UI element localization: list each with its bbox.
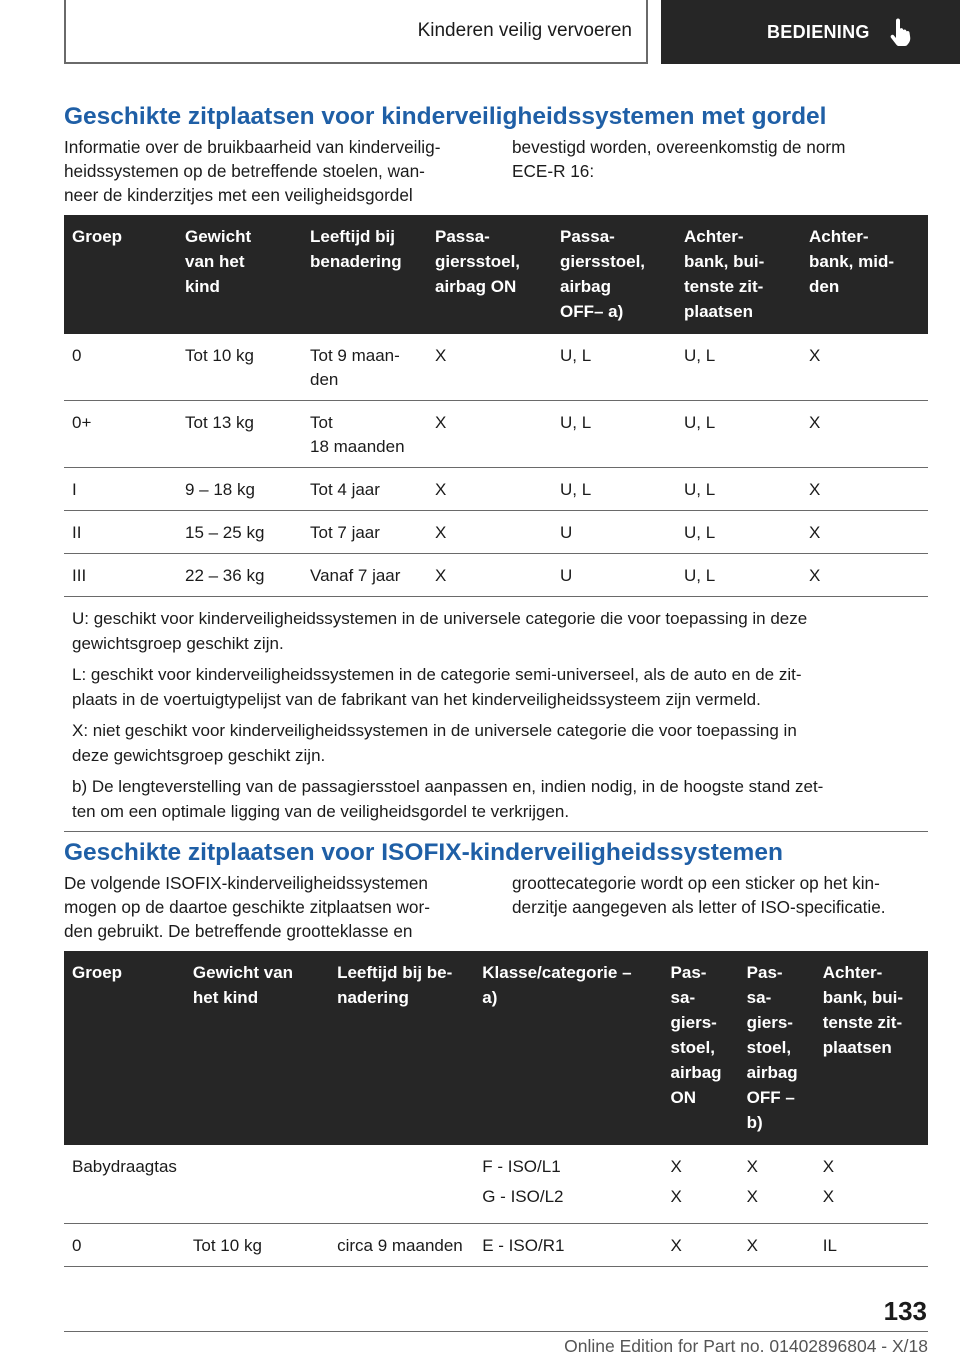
cell-line: den xyxy=(310,370,339,389)
header-line: Leeftijd bij xyxy=(310,227,395,246)
text-line: ECE-R 16: xyxy=(512,161,595,181)
table-cell xyxy=(64,468,177,511)
table-cell xyxy=(739,1224,815,1267)
cell-line: X xyxy=(809,566,821,585)
isofix-table xyxy=(64,951,928,1267)
cell-line: U xyxy=(560,566,573,585)
cell-line: Vanaf 7 jaar xyxy=(310,566,401,585)
cell-line: F - ISO/L1 xyxy=(482,1157,561,1176)
footer-edition-text: Online Edition for Part no. 01402896804 - X/18 xyxy=(564,1336,928,1356)
header-line: Pas- xyxy=(670,963,707,982)
intro-text-left xyxy=(64,871,484,943)
column-header xyxy=(177,215,302,334)
table-cell xyxy=(801,334,928,401)
table-cell xyxy=(185,1145,329,1224)
text-line: mogen op de daartoe geschikte zitplaatsen wor- xyxy=(64,897,430,917)
note-line: deze gewichtsgroep geschikt zijn. xyxy=(72,746,326,765)
table-cell xyxy=(474,1145,662,1224)
table-cell xyxy=(302,554,427,597)
table-cell xyxy=(64,511,177,554)
table-row xyxy=(64,334,928,401)
column-header xyxy=(64,951,185,1145)
chapter-header-label: BEDIENING xyxy=(767,21,870,42)
column-header xyxy=(474,951,662,1145)
header-line: airbag xyxy=(670,1063,722,1082)
table-cell xyxy=(663,1145,739,1224)
table-cell xyxy=(552,468,676,511)
table-cell xyxy=(552,334,676,401)
table-cell xyxy=(739,1145,815,1224)
column-header xyxy=(801,215,928,334)
cell-line: 9 – 18 kg xyxy=(185,480,255,499)
header-line: b) xyxy=(746,1113,763,1132)
column-header xyxy=(64,215,177,334)
table-cell xyxy=(427,334,552,401)
cell-line: U, L xyxy=(684,523,716,542)
table-cell xyxy=(676,468,801,511)
header-line: airbag xyxy=(560,277,612,296)
table-header-row xyxy=(64,215,928,334)
cell-line: Tot 10 kg xyxy=(192,1236,262,1255)
cell-line: X xyxy=(746,1236,758,1255)
hand-pointer-icon xyxy=(888,18,912,46)
column-header xyxy=(427,215,552,334)
table-cell xyxy=(801,468,928,511)
column-header xyxy=(663,951,739,1145)
cell-line: G - ISO/L2 xyxy=(482,1187,564,1206)
note-b xyxy=(72,774,920,824)
note-line: b) De lengteverstelling van de passagiersstoel aanpassen en, indien nodig, in de hoogste stand zet- xyxy=(72,777,824,796)
table-cell xyxy=(64,1145,185,1224)
cell-line: X xyxy=(435,566,447,585)
table-cell xyxy=(329,1145,474,1224)
table-cell xyxy=(177,511,302,554)
table-cell xyxy=(552,401,676,468)
header-line: plaatsen xyxy=(684,302,753,321)
header-line: bank, mid- xyxy=(809,252,895,271)
cell-line: X xyxy=(670,1236,682,1255)
text-line: den gebruikt. De betreffende grootteklasse en xyxy=(64,921,413,941)
header-line: giers- xyxy=(746,1013,793,1032)
column-header xyxy=(329,951,474,1145)
cell-line: U, L xyxy=(560,346,592,365)
header-line: stoel, xyxy=(746,1038,792,1057)
table-notes xyxy=(64,597,928,832)
cell-line: X xyxy=(435,480,447,499)
table-cell xyxy=(302,334,427,401)
header-line: a) xyxy=(482,988,498,1007)
header-line: tenste zit- xyxy=(684,277,764,296)
table-row xyxy=(64,511,928,554)
header-line: Passa- xyxy=(435,227,490,246)
header-line: nadering xyxy=(337,988,409,1007)
cell-line: X xyxy=(435,523,447,542)
header-line: sa- xyxy=(746,988,772,1007)
header-line: giersstoel, xyxy=(435,252,521,271)
cell-line: 18 maanden xyxy=(310,437,405,456)
header-line: Groep xyxy=(72,963,123,982)
note-line: L: geschikt voor kinderveiligheidssystemen in de categorie semi-universeel, als de auto en de zit- xyxy=(72,665,802,684)
header-line: ON xyxy=(670,1088,697,1107)
table-cell xyxy=(815,1224,928,1267)
table-cell xyxy=(177,468,302,511)
table-cell xyxy=(64,401,177,468)
chapter-header-tab xyxy=(661,0,960,64)
cell-line: U, L xyxy=(560,413,592,432)
table-cell xyxy=(801,554,928,597)
header-line: airbag ON xyxy=(435,277,517,296)
table-cell xyxy=(801,511,928,554)
section-header-label: Kinderen veilig vervoeren xyxy=(417,20,632,41)
column-header xyxy=(185,951,329,1145)
text-line: derzitje aangegeven als letter of ISO-specificatie. xyxy=(512,897,886,917)
cell-line: U, L xyxy=(684,346,716,365)
table-cell xyxy=(177,554,302,597)
header-line: Achter- xyxy=(822,963,883,982)
text-line: groottecategorie wordt op een sticker op het kin- xyxy=(512,873,880,893)
header-line: van het xyxy=(185,252,245,271)
cell-line: 15 – 25 kg xyxy=(185,523,265,542)
cell-line: U, L xyxy=(560,480,592,499)
table-cell xyxy=(427,511,552,554)
table-cell xyxy=(474,1224,662,1267)
cell-line: 22 – 36 kg xyxy=(185,566,265,585)
table-cell xyxy=(663,1224,739,1267)
footer-divider xyxy=(64,1331,928,1332)
table-cell xyxy=(302,511,427,554)
section-header-tab xyxy=(64,0,648,64)
table-header-row xyxy=(64,951,928,1145)
cell-line: 0 xyxy=(72,346,82,365)
note-l xyxy=(72,662,920,712)
cell-line: III xyxy=(72,566,87,585)
cell-line: X xyxy=(809,523,821,542)
header-line: giersstoel, xyxy=(560,252,646,271)
note-line: plaats in de voertuigtypelijst van de fabrikant van het kinderveiligheidssysteem zijn vermeld. xyxy=(72,690,761,709)
table-cell xyxy=(815,1145,928,1224)
text-line: De volgende ISOFIX-kinderveiligheidssystemen xyxy=(64,873,428,893)
header-line: giers- xyxy=(670,1013,717,1032)
column-header xyxy=(552,215,676,334)
header-line: Gewicht van xyxy=(192,963,294,982)
header-line: het kind xyxy=(192,988,259,1007)
table-cell xyxy=(177,334,302,401)
cell-line: X xyxy=(809,346,821,365)
cell-line: X xyxy=(435,346,447,365)
cell-line: E - ISO/R1 xyxy=(482,1236,565,1255)
column-header xyxy=(815,951,928,1145)
cell-line: X xyxy=(822,1187,835,1206)
cell-line: IL xyxy=(822,1236,837,1255)
table-cell xyxy=(329,1224,474,1267)
intro-text-left xyxy=(64,135,484,207)
table-cell xyxy=(676,334,801,401)
header-line: Leeftijd bij be- xyxy=(337,963,453,982)
header-line: benadering xyxy=(310,252,402,271)
column-header xyxy=(302,215,427,334)
table-cell xyxy=(427,401,552,468)
table-cell xyxy=(552,511,676,554)
cell-line: Tot 10 kg xyxy=(185,346,254,365)
page-number: 133 xyxy=(883,1296,927,1326)
note-line: U: geschikt voor kinderveiligheidssystemen in de universele categorie die voor toepassing in deze xyxy=(72,609,808,628)
table-cell xyxy=(64,554,177,597)
header-line: stoel, xyxy=(670,1038,715,1057)
text-line: heidssystemen op de betreffende stoelen, wan- xyxy=(64,161,425,181)
note-u xyxy=(72,606,920,656)
table-cell xyxy=(185,1224,329,1267)
cell-line: 0+ xyxy=(72,413,92,432)
table-cell xyxy=(801,401,928,468)
cell-line: X xyxy=(746,1157,758,1176)
cell-line: I xyxy=(72,480,77,499)
table-row xyxy=(64,554,928,597)
cell-line: 0 xyxy=(72,1236,82,1255)
cell-line: Tot 9 maan- xyxy=(310,346,400,365)
cell-line: X xyxy=(809,413,821,432)
table-row xyxy=(64,1224,928,1267)
cell-line: circa 9 maanden xyxy=(337,1236,463,1255)
header-line: Passa- xyxy=(560,227,615,246)
column-header xyxy=(739,951,815,1145)
note-line: X: niet geschikt voor kinderveiligheidssystemen in de universele categorie die voor toepassing in xyxy=(72,721,797,740)
header-line: Achter- xyxy=(809,227,869,246)
header-line: Klasse/categorie – xyxy=(482,963,632,982)
table-cell xyxy=(427,468,552,511)
cell-line: U, L xyxy=(684,413,716,432)
note-line: ten om een optimale ligging van de veiligheidsgordel te verkrijgen. xyxy=(72,802,570,821)
cell-line: Tot xyxy=(310,413,333,432)
table-cell xyxy=(552,554,676,597)
note-line: gewichtsgroep geschikt zijn. xyxy=(72,634,284,653)
section-title: Geschikte zitplaatsen voor kinderveiligheidssystemen met gordel xyxy=(64,103,827,130)
cell-line: U xyxy=(560,523,573,542)
table-row xyxy=(64,401,928,468)
cell-line: U, L xyxy=(684,480,716,499)
table-row xyxy=(64,1145,928,1224)
table-cell xyxy=(64,334,177,401)
header-line: plaatsen xyxy=(822,1038,892,1057)
notes-row xyxy=(64,597,928,832)
text-line: bevestigd worden, overeenkomstig de norm xyxy=(512,137,846,157)
cell-line: II xyxy=(72,523,82,542)
header-line: Pas- xyxy=(746,963,783,982)
cell-line: U, L xyxy=(684,566,716,585)
header-line: bank, bui- xyxy=(822,988,904,1007)
column-header xyxy=(676,215,801,334)
cell-line: X xyxy=(670,1187,682,1206)
header-line: OFF– a) xyxy=(560,302,624,321)
header-line: airbag xyxy=(746,1063,798,1082)
cell-line: X xyxy=(670,1157,682,1176)
intro-text-right xyxy=(512,871,928,919)
table-cell xyxy=(427,554,552,597)
header-line: sa- xyxy=(670,988,696,1007)
header-line: Gewicht xyxy=(185,227,252,246)
table-row xyxy=(64,468,928,511)
header-line: tenste zit- xyxy=(822,1013,903,1032)
cell-line: Babydraagtas xyxy=(72,1157,177,1176)
table-cell xyxy=(676,554,801,597)
cell-line: Tot 4 jaar xyxy=(310,480,380,499)
table-cell xyxy=(676,511,801,554)
note-x xyxy=(72,718,920,768)
text-line: neer de kinderzitjes met een veiligheidsgordel xyxy=(64,185,413,205)
header-line: Groep xyxy=(72,227,123,246)
table-cell xyxy=(64,1224,185,1267)
seat-suitability-table xyxy=(64,215,928,832)
table-cell xyxy=(177,401,302,468)
header-line: OFF – xyxy=(746,1088,795,1107)
cell-line: X xyxy=(435,413,447,432)
intro-text-right xyxy=(512,135,928,183)
text-line: Informatie over de bruikbaarheid van kinderveilig- xyxy=(64,137,441,157)
cell-line: Tot 13 kg xyxy=(185,413,254,432)
cell-line: X xyxy=(809,480,821,499)
cell-line: X xyxy=(822,1157,835,1176)
header-line: den xyxy=(809,277,840,296)
section-title: Geschikte zitplaatsen voor ISOFIX-kinderveiligheidssystemen xyxy=(64,839,783,866)
header-line: kind xyxy=(185,277,220,296)
header-line: Achter- xyxy=(684,227,744,246)
table-cell xyxy=(302,468,427,511)
cell-line: X xyxy=(746,1187,758,1206)
header-line: bank, bui- xyxy=(684,252,765,271)
cell-line: Tot 7 jaar xyxy=(310,523,380,542)
table-cell xyxy=(302,401,427,468)
table-cell xyxy=(676,401,801,468)
